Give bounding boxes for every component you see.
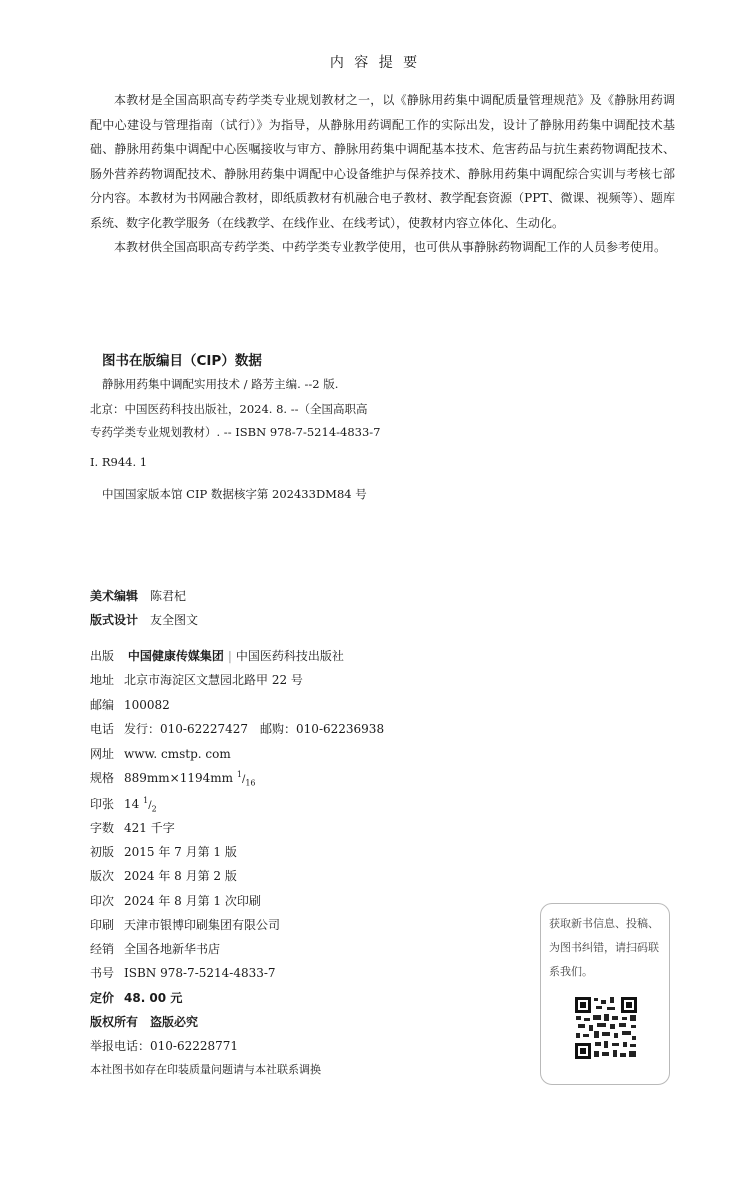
publisher-group: 中国健康传媒集团: [127, 649, 224, 663]
design-value: 友全图文: [150, 613, 199, 627]
publisher-divider: |: [227, 649, 232, 663]
sheets-row: 印张 14 $^1/_2$: [90, 796, 157, 814]
summary-paragraph-1: 本教材是全国高职高专药学类专业规划教材之一，以《静脉用药集中调配质量管理规范》及《静脉用药调配中心建设与管理指南（试行）》为指导，从静脉用药调配工作的实际出发，设计了静脉用药集中调配技术基础、静脉用药集中调配中心医嘱接收与审方、静脉用药集中调配基本技术、危害药品与抗生素药物调配技术、肠外营养药物调配技术、静脉用药集中调配中心设备维护与保养技术、静脉用药集中调配综合实训与考核七部分内容。本教材为书网融合教材，即纸质教材有机融合电子教材、教学配套资源（PPT、微课、视频等）、题库系统、数字化教学服务（在线教学、在线作业、在线考试），使教材内容立体化、生动化。: [90, 93, 675, 230]
summary-paragraph-2: 本教材供全国高职高专药学类、中药学类专业教学使用，也可供从事静脉药物调配工作的人员参考使用。: [114, 240, 667, 254]
printer-row: [90, 916, 280, 933]
art-editor-value: 陈君杞: [150, 589, 187, 603]
edition-label: 版次: [90, 869, 115, 883]
price-row: [90, 989, 182, 1006]
phone-row: [90, 720, 384, 737]
edition-value: 2024 年 8 月第 2 版: [124, 869, 237, 883]
page-heading: 内 容 提 要: [329, 55, 421, 71]
printing-value: 2024 年 8 月第 1 次印刷: [124, 894, 261, 908]
art-editor-row: [90, 587, 186, 604]
qr-code-icon[interactable]: [574, 996, 638, 1060]
first-edition-label: 初版: [90, 845, 115, 859]
phone-label: 电话: [90, 722, 115, 736]
quality-notice: 本社图书如存在印装质量问题请与本社联系调换: [90, 1063, 321, 1076]
design-row: [90, 611, 198, 628]
sheets-whole: 14: [124, 797, 140, 811]
art-editor-label: 美术编辑: [90, 589, 139, 603]
printing-row: [90, 892, 261, 909]
distributor-row: [90, 940, 220, 957]
distributor-label: 经销: [90, 942, 115, 956]
first-edition-row: [90, 843, 237, 860]
report-phone: 举报电话：010-62228771: [90, 1039, 239, 1053]
isbn-value: ISBN 978-7-5214-4833-7: [124, 966, 276, 980]
copyright-notice: 版权所有 盗版必究: [90, 1015, 199, 1029]
address-value: 北京市海淀区文慧园北路甲 22 号: [124, 673, 303, 687]
price-label: 定价: [90, 991, 115, 1005]
format-denominator: 16: [245, 778, 256, 788]
edition-row: [90, 867, 237, 884]
format-value: 889mm×1194mm: [124, 771, 234, 785]
publisher-name: 中国医药科技出版社: [235, 649, 344, 663]
price-value: 48. 00 元: [124, 991, 183, 1005]
printer-label: 印刷: [90, 918, 115, 932]
wordcount-label: 字数: [90, 821, 115, 835]
postcode-value: 100082: [124, 698, 170, 712]
printer-value: 天津市银博印刷集团有限公司: [124, 918, 281, 932]
cip-classification: Ⅰ. R944. 1: [90, 455, 148, 469]
isbn-row: [90, 964, 276, 981]
cip-title: 图书在版编目（CIP）数据: [102, 353, 262, 369]
website-row: [90, 745, 231, 762]
cip-line-1: 静脉用药集中调配实用技术 / 路芳主编. --2 版.: [102, 377, 339, 391]
cip-record-number: 中国国家版本馆 CIP 数据核字第 202433DM84 号: [102, 487, 367, 501]
publisher-row: [90, 647, 344, 664]
website-label: 网址: [90, 747, 115, 761]
postcode-label: 邮编: [90, 698, 115, 712]
first-edition-value: 2015 年 7 月第 1 版: [124, 845, 237, 859]
qr-caption: 获取新书信息、投稿、为图书纠错，请扫码联系我们。: [549, 917, 659, 978]
phone-value: 发行：010-62227427 邮购：010-62236938: [124, 722, 385, 736]
cip-line-3: 专药学类专业规划教材）. -- ISBN 978-7-5214-4833-7: [90, 425, 381, 439]
wordcount-value: 421 千字: [124, 821, 175, 835]
sheets-numerator: 1: [143, 796, 149, 805]
isbn-label: 书号: [90, 966, 115, 980]
format-row: 规格 889mm×1194mm $^1/_{16}$: [90, 770, 256, 788]
content-summary: [90, 88, 675, 260]
address-label: 地址: [90, 673, 115, 687]
postcode-row: [90, 696, 170, 713]
cip-line-2: 北京：中国医药科技出版社，2024. 8. --（全国高职高: [90, 402, 368, 416]
format-numerator: 1: [236, 770, 242, 779]
address-row: [90, 671, 303, 688]
website-value: www. cmstp. com: [124, 747, 231, 761]
sheets-denominator: 2: [151, 804, 157, 814]
publisher-label: 出版: [90, 649, 115, 663]
distributor-value: 全国各地新华书店: [124, 942, 221, 956]
sheets-label: 印张: [90, 797, 115, 811]
printing-label: 印次: [90, 894, 115, 908]
design-label: 版式设计: [90, 613, 139, 627]
format-label: 规格: [90, 771, 115, 785]
wordcount-row: [90, 819, 175, 836]
qr-contact-box: [540, 903, 670, 1085]
